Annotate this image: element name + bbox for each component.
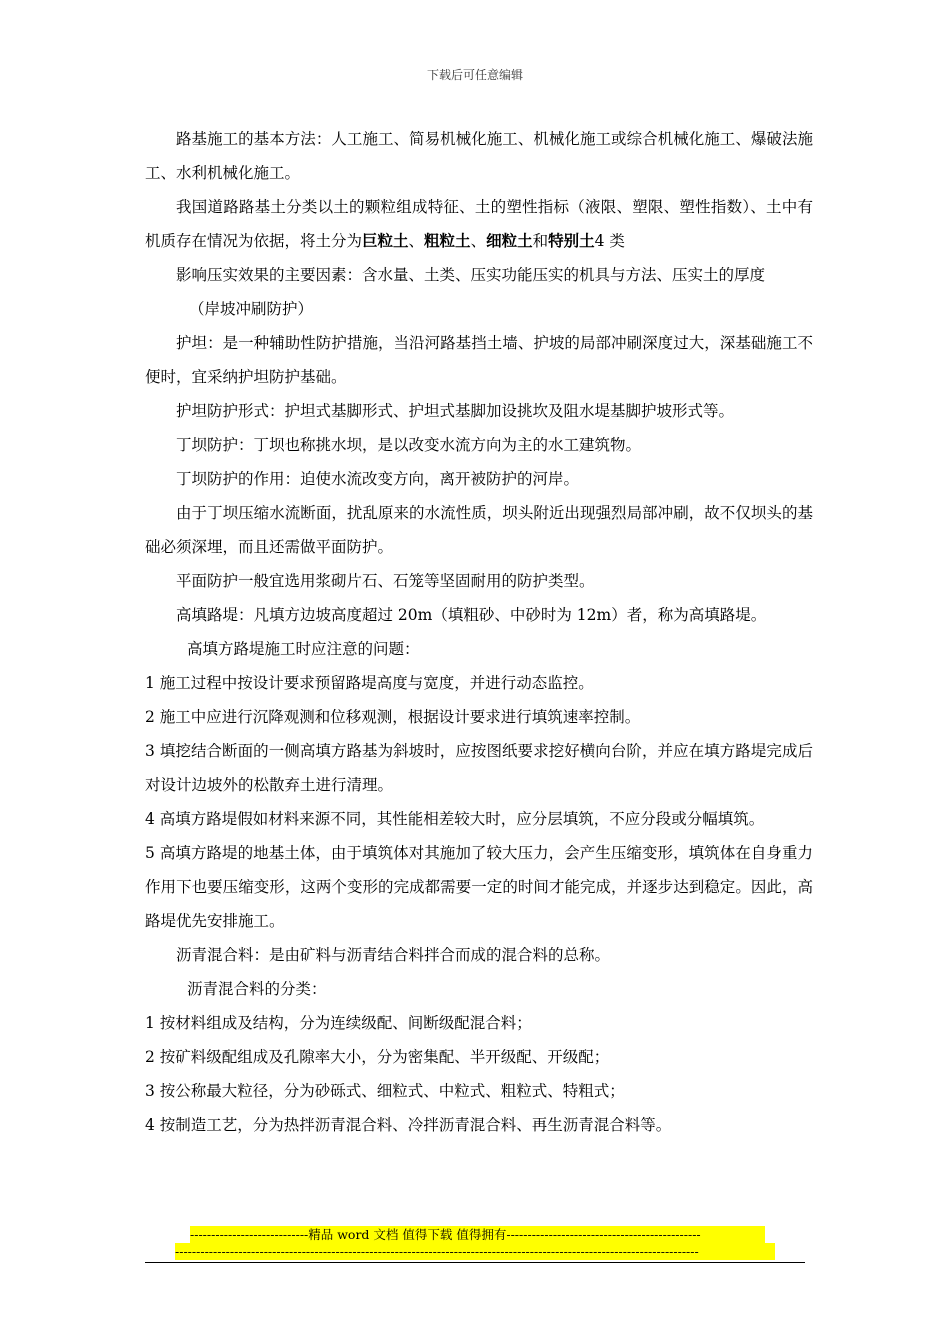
list-item-asphalt-1: 1 按材料组成及结构，分为连续级配、间断级配混合料； <box>145 1014 532 1032</box>
list-item-embankment-1: 1 施工过程中按设计要求预留路堤高度与宽度，并进行动态监控。 <box>145 674 594 692</box>
paragraph-construction-methods: 路基施工的基本方法：人工施工、简易机械化施工、机械化施工或综合机械化施工、爆破法施工、水利机械化施工。 <box>145 130 813 182</box>
paragraph-apron: 护坦：是一种辅助性防护措施，当沿河路基挡土墙、护坡的局部冲刷深度过大，深基础施工不便时，宜采纳护坦防护基础。 <box>145 334 813 386</box>
paragraph-apron-forms: 护坦防护形式：护坦式基脚形式、护坦式基脚加设挑坎及阻水堤基脚护坡形式等。 <box>176 402 735 420</box>
paragraph-spur-dike: 丁坝防护：丁坝也称挑水坝，是以改变水流方向为主的水工建筑物。 <box>176 436 642 454</box>
paragraph-plane-protection: 平面防护一般宜选用浆砌片石、石笼等坚固耐用的防护类型。 <box>176 572 595 590</box>
page-header: 下载后可任意编辑 <box>426 68 523 82</box>
footer-banner-text: ----------------------------精品 word 文档 值得下载 值得拥有---------------------------------------------- <box>190 1226 765 1243</box>
soil-count: 4 类 <box>594 232 625 250</box>
paragraph-compaction-factors: 影响压实效果的主要因素：含水量、土类、压实功能压实的机具与方法、压实土的厚度 <box>176 266 766 284</box>
paragraph-high-embankment: 高填路堤：凡填方边坡高度超过 20m（填粗砂、中砂时为 12m）者，称为高填路堤。 <box>176 606 767 624</box>
list-item-asphalt-3: 3 按公称最大粒径，分为砂砾式、细粒式、中粒式、粗粒式、特粗式； <box>145 1082 625 1100</box>
soil-type-coarse: 粗粒土 <box>424 231 471 250</box>
soil-classification-text: 我国道路路基土分类以土的颗粒组成特征、土的塑性指标（液限、塑限、塑性指数）、土中有机质存在情况为依据，将土分为 <box>145 198 813 250</box>
footer-divider <box>145 1262 805 1263</box>
list-item-embankment-3: 3 填挖结合断面的一侧高填方路基为斜坡时，应按图纸要求挖好横向台阶，并应在填方路堤完成后对设计边坡外的松散弃土进行清理。 <box>145 742 813 794</box>
document-body <box>145 122 813 1142</box>
footer-banner-dashes: ---------------------------------------------------------------------------------------------------------------------------- <box>175 1243 775 1260</box>
list-item-embankment-4: 4 高填方路堤假如材料来源不同，其性能相差较大时，应分层填筑，不应分段或分幅填筑。 <box>145 810 765 828</box>
list-item-embankment-5: 5 高填方路堤的地基土体，由于填筑体对其施加了较大压力，会产生压缩变形，填筑体在自身重力作用下也要压缩变形，这两个变形的完成都需要一定的时间才能完成，并逐步达到稳定。因此，高路堤优先安排施工。 <box>145 844 813 930</box>
paragraph-spur-dike-function: 丁坝防护的作用：迫使水流改变方向，离开被防护的河岸。 <box>176 470 580 488</box>
paragraph-asphalt-mixture: 沥青混合料：是由矿料与沥青结合料拌合而成的混合料的总称。 <box>176 946 611 964</box>
heading-asphalt-classification: 沥青混合料的分类： <box>187 980 327 998</box>
page-footer <box>145 1226 805 1263</box>
section-heading-bank-protection: （岸坡冲刷防护） <box>189 300 314 318</box>
list-item-embankment-2: 2 施工中应进行沉降观测和位移观测，根据设计要求进行填筑速率控制。 <box>145 708 641 726</box>
list-item-asphalt-2: 2 按矿料级配组成及孔隙率大小，分为密集配、半开级配、开级配； <box>145 1048 610 1066</box>
paragraph-spur-dike-scour: 由于丁坝压缩水流断面，扰乱原来的水流性质，坝头附近出现强烈局部冲刷，故不仅坝头的基础必须深埋，而且还需做平面防护。 <box>145 504 813 556</box>
separator: 、 <box>470 232 487 250</box>
separator: 、 <box>408 232 425 250</box>
soil-type-special: 特别土 <box>548 231 595 250</box>
paragraph-soil-classification <box>145 190 813 258</box>
separator: 和 <box>532 232 549 250</box>
soil-type-boulder: 巨粒土 <box>362 231 409 250</box>
soil-type-fine: 细粒土 <box>486 231 533 250</box>
heading-high-embankment-issues: 高填方路堤施工时应注意的问题： <box>187 640 420 658</box>
list-item-asphalt-4: 4 按制造工艺，分为热拌沥青混合料、冷拌沥青混合料、再生沥青混合料等。 <box>145 1116 672 1134</box>
